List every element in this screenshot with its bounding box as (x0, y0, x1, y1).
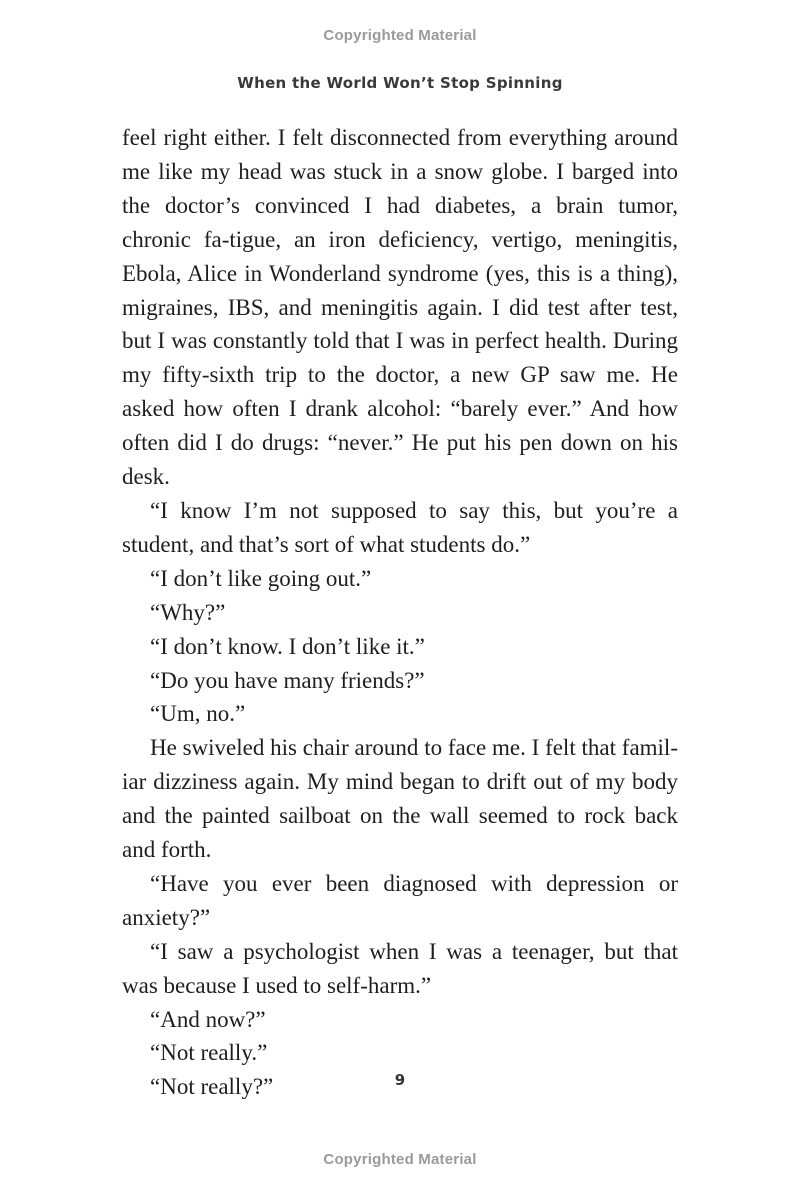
paragraph-5: “I don’t know. I don’t like it.” (150, 633, 425, 659)
paragraph-12: “Not really.” (150, 1040, 268, 1066)
body-text (122, 121, 678, 1104)
paragraph-1: feel right either. I felt disconnected from everything around me like my head was stuck in a snow globe. I barged into the doctor’s convinced I had diabetes, a brain tumor, chronic fa-tigue, an iron deficiency, vertigo, meningitis, Ebola, Alice in Wonderland syndrome (yes, this is a thing), migraines, IBS, and meningitis again. I did test after test, but I was constantly told that I was in perfect health. During my fifty-sixth trip to the doctor, a new GP saw me. He asked how often I drank alcohol: “barely ever.” And how often did I do drugs: “never.” He put his pen down on his desk. (122, 125, 678, 490)
page-number: 9 (394, 1071, 406, 1089)
paragraph-6: “Do you have many friends?” (150, 667, 425, 693)
copyright-watermark-top: Copyrighted Material (323, 27, 477, 44)
paragraph-3: “I don’t like going out.” (150, 565, 372, 591)
paragraph-2: “I know I’m not supposed to say this, but you’re a student, and that’s sort of what students do.” (122, 497, 678, 557)
paragraph-11: “And now?” (150, 1006, 266, 1032)
running-head: When the World Won’t Stop Spinning (237, 74, 563, 92)
paragraph-7: “Um, no.” (150, 701, 246, 727)
paragraph-8: He swiveled his chair around to face me. I felt that famil-iar dizziness again. My mind began to drift out of my body and the painted sailboat on the wall seemed to rock back and forth. (122, 735, 678, 863)
paragraph-4: “Why?” (150, 599, 226, 625)
paragraph-13: “Not really?” (150, 1074, 274, 1100)
paragraph-10: “I saw a psychologist when I was a teenager, but that was because I used to self-harm.” (122, 938, 678, 998)
paragraph-9: “Have you ever been diagnosed with depression or anxiety?” (122, 870, 678, 930)
copyright-watermark-bottom: Copyrighted Material (323, 1151, 477, 1168)
